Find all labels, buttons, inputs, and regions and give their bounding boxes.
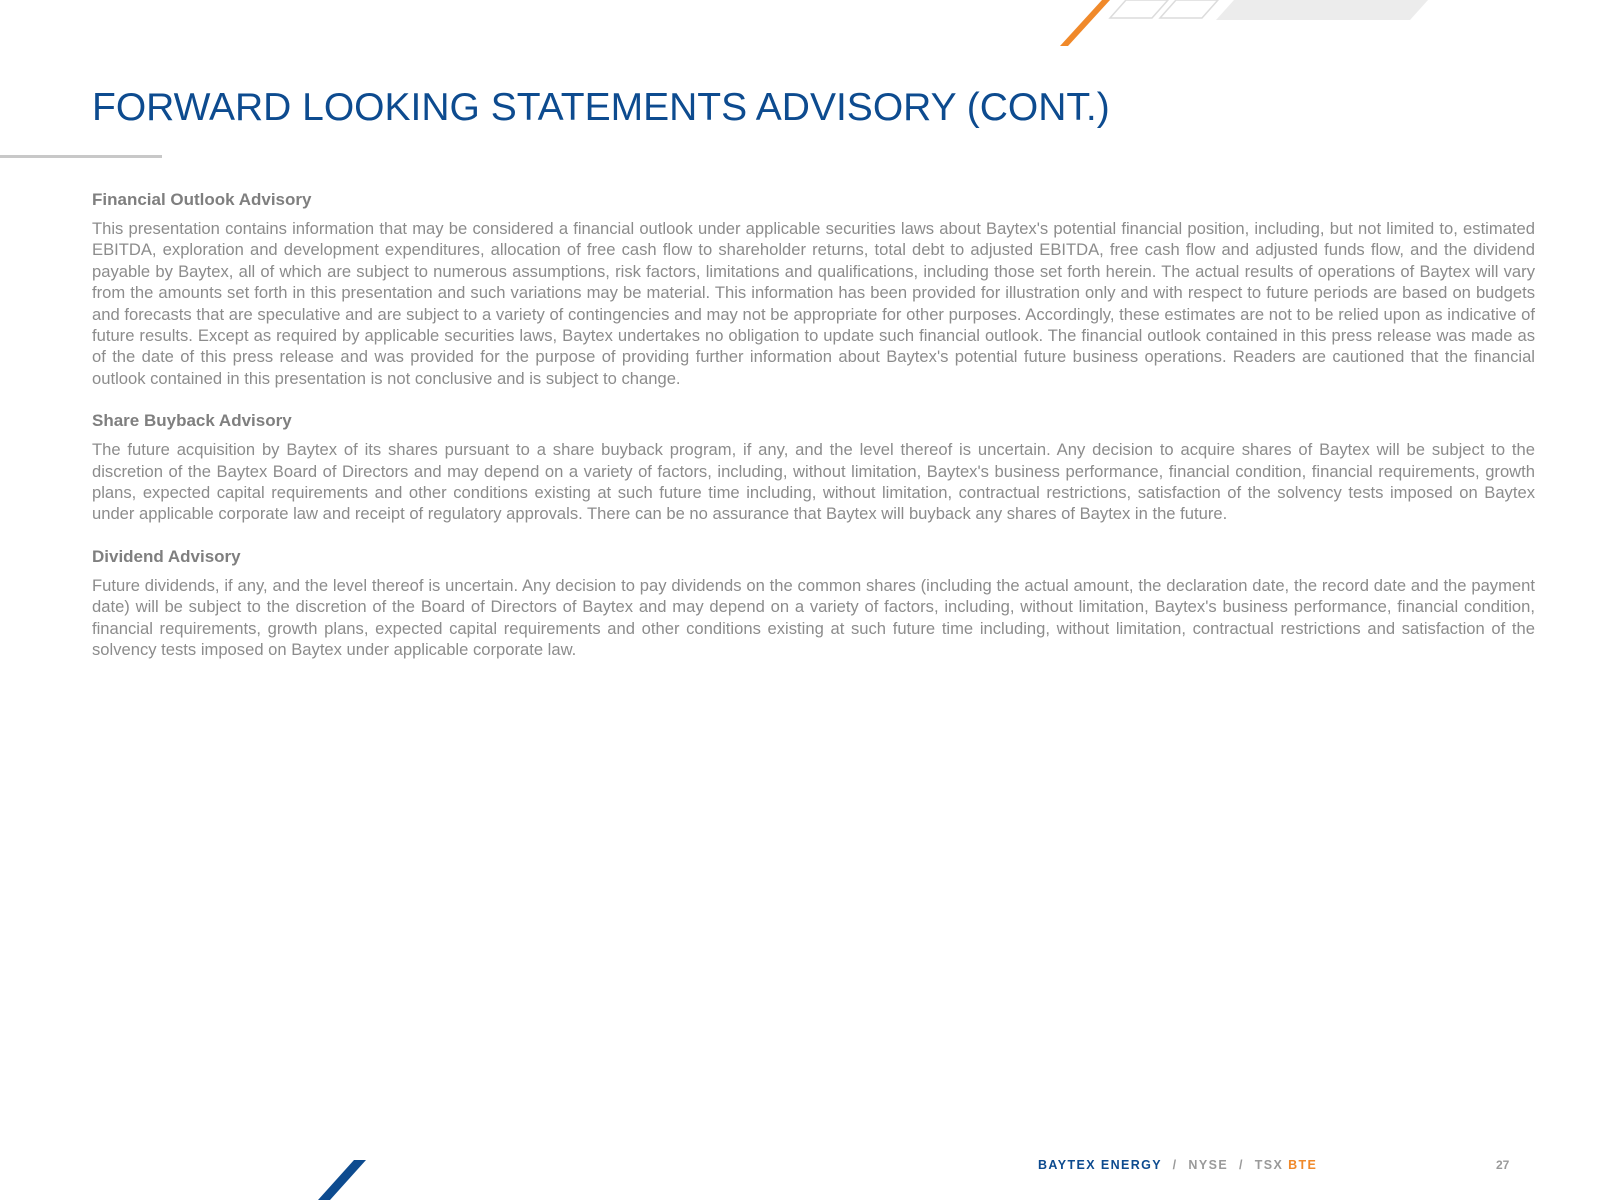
section-body: The future acquisition by Baytex of its shares pursuant to a share buyback program, if any, and the level thereof is uncertain. Any decision to acquire shares of Baytex will be subject to the discretion of the Baytex Board of Directors and may depend on a variety of factors, including, without limitation, Baytex's business performance, financial condition, financial requirements, growth plans, expected capital requirements and other conditions existing at such future time including, without limitation, contractual restrictions, satisfaction of the solvency tests imposed on Baytex under applicable corporate law and receipt of regulatory approvals. There can be no assurance that Baytex will buyback any shares of Baytex in the future. [92,440,1535,524]
footer-separator: / [1172,1158,1178,1172]
section-body: This presentation contains information that may be considered a financial outlook under applicable securities laws about Baytex's potential financial position, including, but not limited to, estimated EBITDA, exploration and development expenditures, allocation of free cash flow to shareholder returns, total debt to adjusted EBITDA, free cash flow and adjusted funds flow, and the dividend payable by Baytex, all of which are subject to numerous assumptions, risk factors, limitations and qualifications, including those set forth herein. The actual results of operations of Baytex will vary from the amounts set forth in this presentation and such variations may be material. This information has been provided for illustration only and with respect to future periods are based on budgets and forecasts that are speculative and are subject to a variety of contingencies and may not be appropriate for other purposes. Accordingly, these estimates are not to be relied upon as indicative of future results. Except as required by applicable securities laws, Baytex undertakes no obligation to update such financial outlook. The financial outlook contained in this press release was made as of the date of this press release and was provided for the purpose of providing further information about Baytex's potential future business operations. Readers are cautioned that the financial outlook contained in this presentation is not conclusive and is subject to change. [92,219,1535,388]
footer-brand [1038,1158,1317,1172]
gray-parallelogram [1216,0,1428,20]
outline-parallelogram-1 [1110,0,1168,18]
header-decoration-graphic [1060,0,1460,48]
title-divider [0,155,162,158]
share-buyback-section [92,411,1535,525]
section-heading: Share Buyback Advisory [92,411,292,431]
financial-outlook-section [92,190,1535,389]
footer-exchange-nyse: NYSE [1188,1158,1229,1172]
section-heading: Financial Outlook Advisory [92,190,312,209]
footer-slash-graphic [318,1160,368,1200]
page-number: 27 [1496,1158,1510,1172]
footer-ticker: BTE [1288,1158,1318,1172]
footer-separator: / [1238,1158,1244,1172]
dividend-section [92,547,1535,661]
section-heading: Dividend Advisory [92,546,241,566]
outline-parallelogram-2 [1160,0,1218,18]
page-title: FORWARD LOOKING STATEMENTS ADVISORY (CONT.) [92,86,1110,129]
section-body: Future dividends, if any, and the level thereof is uncertain. Any decision to pay dividends on the common shares (including the actual amount, the declaration date, the record date and the payment date) will be subject to the discretion of the Board of Directors of Baytex and may depend on a variety of factors, including, without limitation, Baytex's business performance, financial condition, financial requirements, growth plans, expected capital requirements and other conditions existing at such future time including, without limitation, contractual restrictions and satisfaction of the solvency tests imposed on Baytex under applicable corporate law. [92,575,1535,660]
footer-company-name: BAYTEX ENERGY [1038,1158,1162,1172]
advisory-content [92,190,1535,683]
orange-slash-stripe [1060,0,1110,46]
footer-exchange-tsx: TSX [1254,1158,1284,1172]
